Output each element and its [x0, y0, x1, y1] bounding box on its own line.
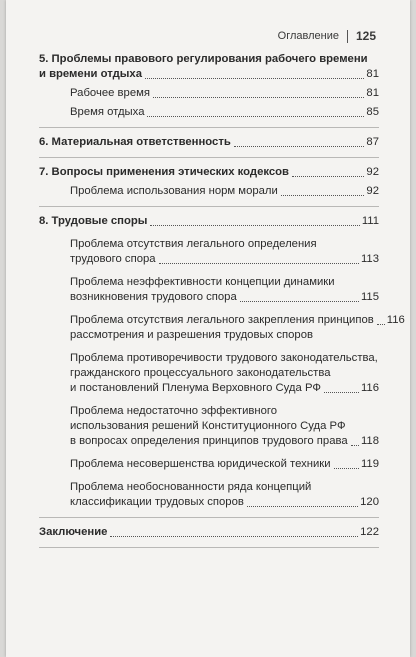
toc-entry-label-line: рассмотрения и разрешения трудовых споров [70, 329, 313, 341]
toc-entry-label-line: Проблема противоречивости трудового законодательства, [70, 352, 378, 364]
dot-leader [234, 146, 365, 147]
toc-page-number: 111 [361, 215, 379, 227]
dot-leader [150, 225, 359, 226]
toc-entry-label: Заключение [39, 526, 108, 538]
toc-entry-conclusion[interactable] [39, 525, 379, 540]
header-section-title: Оглавление [277, 30, 339, 42]
toc-page-number: 120 [360, 496, 379, 508]
toc-page-number: 92 [366, 166, 379, 178]
dot-leader [110, 536, 358, 537]
toc-entry-label: 7. Вопросы применения этических кодексов [39, 166, 289, 178]
toc-entry-constitutional-court[interactable] [39, 404, 379, 449]
toc-entry-label-line: в вопросах определения принципов трудового права [70, 435, 348, 447]
dot-leader [324, 392, 359, 393]
toc-entry-label-line: возникновения трудового спора [70, 291, 237, 303]
toc-entry-label-line: классификации трудовых споров [70, 496, 244, 508]
toc-entry-label: Проблема несовершенства юридической техники [70, 458, 331, 470]
dot-leader [247, 506, 358, 507]
toc-entry-label-line: гражданского процессуального законодательства [70, 367, 331, 379]
toc-page-number: 122 [360, 526, 379, 538]
toc-entry-dispute-classification[interactable] [39, 480, 379, 510]
toc-entry-label-line: и постановлений Пленума Верховного Суда РФ [70, 382, 321, 394]
toc-page-number: 118 [360, 435, 379, 447]
toc-entry-label: Время отдыха [70, 106, 145, 118]
toc-entry-section-5[interactable] [39, 52, 379, 82]
running-header [278, 29, 376, 43]
toc-entry-section-8[interactable] [39, 214, 379, 229]
toc-entry-label: 6. Материальная ответственность [39, 136, 231, 148]
toc-entry-label-line: использования решений Конституционного Суда РФ [70, 420, 346, 432]
toc-entry-label-line: и времени отдыха [39, 68, 142, 80]
dot-leader [334, 468, 359, 469]
toc-entry-label-line: Проблема отсутствия легального определения [70, 238, 317, 250]
toc-page-number: 113 [360, 253, 379, 265]
toc-entry-legislation-contradictions[interactable] [39, 351, 379, 396]
toc-entry-moral-norms[interactable] [39, 184, 379, 199]
toc-entry-label-line: Проблема необоснованности ряда концепций [70, 481, 312, 493]
toc-entry-rest-time[interactable] [39, 105, 379, 120]
toc-page-number: 87 [366, 136, 379, 148]
header-page-number: 125 [355, 29, 376, 43]
dot-leader [351, 445, 359, 446]
dot-leader [159, 263, 359, 264]
toc-page-number: 116 [360, 382, 379, 394]
toc-entry-label-line: 5. Проблемы правового регулирования рабочего времени [39, 53, 368, 65]
toc-entry-label-line: трудового спора [70, 253, 156, 265]
toc-page-number: 92 [366, 185, 379, 197]
toc-entry-dispute-dynamics[interactable] [39, 275, 379, 305]
dot-leader [281, 195, 365, 196]
section-divider [39, 517, 379, 518]
toc-entry-label-line: Проблема неэффективности концепции динамики [70, 276, 335, 288]
toc-entry-label-line: Проблема отсутствия легального закрепления принципов [70, 314, 374, 326]
toc-entry-legal-technique[interactable] [39, 457, 379, 472]
table-of-contents [39, 52, 405, 555]
dot-leader [292, 176, 364, 177]
toc-entry-working-time[interactable] [39, 86, 379, 101]
toc-entry-section-7[interactable] [39, 165, 379, 180]
toc-page-number: 116 [386, 314, 405, 326]
toc-entry-label: Проблема использования норм морали [70, 185, 278, 197]
toc-entry-dispute-definition[interactable] [39, 237, 379, 267]
toc-entry-label: 8. Трудовые споры [39, 215, 148, 227]
toc-entry-label-line: Проблема недостаточно эффективного [70, 405, 278, 417]
dot-leader [377, 324, 385, 325]
toc-entry-label: Рабочее время [70, 87, 150, 99]
dot-leader [147, 116, 364, 117]
section-divider [39, 547, 379, 548]
toc-entry-dispute-principles[interactable] [39, 313, 405, 343]
header-divider [347, 30, 348, 43]
dot-leader [145, 78, 364, 79]
toc-page-number: 115 [360, 291, 379, 303]
section-divider [39, 206, 379, 207]
toc-page-number: 81 [366, 87, 379, 99]
dot-leader [153, 97, 364, 98]
section-divider [39, 127, 379, 128]
toc-entry-section-6[interactable] [39, 135, 379, 150]
toc-page-number: 81 [366, 68, 379, 80]
toc-page-number: 85 [366, 106, 379, 118]
toc-page-number: 119 [360, 458, 379, 470]
dot-leader [240, 301, 359, 302]
book-page [6, 0, 410, 657]
section-divider [39, 157, 379, 158]
